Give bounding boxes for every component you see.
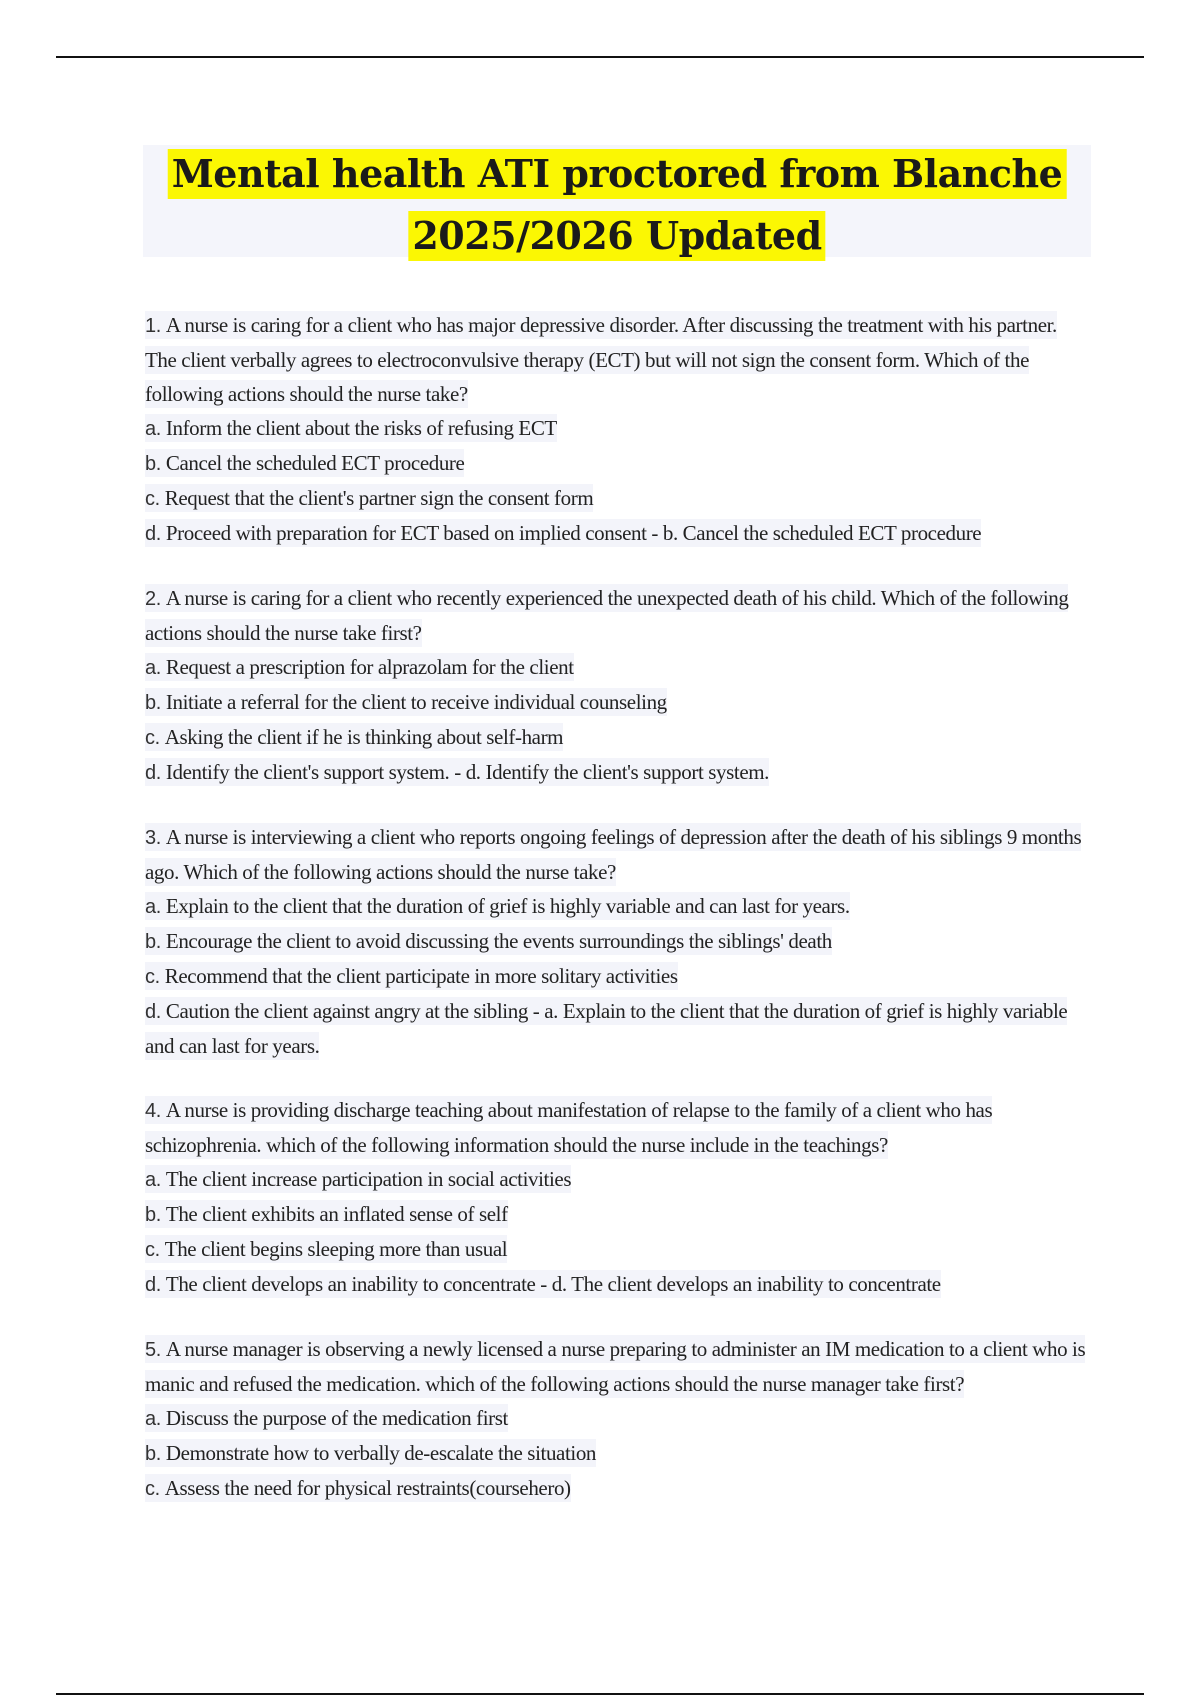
question-list	[145, 308, 1090, 1536]
question-number: 4.	[145, 1100, 161, 1122]
answer-option	[145, 994, 1090, 1063]
answer-option	[145, 446, 1090, 481]
question-item	[145, 308, 1090, 551]
answer-option	[145, 720, 1090, 755]
option-letter: d.	[145, 1001, 161, 1023]
question-stem-text	[145, 584, 1068, 647]
answer-option	[145, 1267, 1090, 1302]
option-letter: c.	[145, 1478, 160, 1500]
option-letter: c.	[145, 966, 160, 988]
answer-option-text	[145, 1200, 508, 1228]
option-text: The client develops an inability to concentrate - d. The client develops an inability to concentrate	[165, 1272, 941, 1296]
bottom-rule	[56, 1693, 1144, 1695]
answer-option-text	[145, 723, 563, 751]
question-number: 3.	[145, 827, 161, 849]
option-letter: a.	[145, 657, 161, 679]
option-letter: b.	[145, 453, 161, 475]
option-letter: a.	[145, 418, 161, 440]
title-line-2: 2025/2026 Updated	[408, 211, 825, 261]
answer-option-text	[145, 997, 1067, 1060]
option-letter: a.	[145, 1169, 161, 1191]
question-number: 5.	[145, 1339, 161, 1361]
top-rule	[56, 56, 1144, 58]
question-text: A nurse is interviewing a client who reports ongoing feelings of depression after the death of his siblings 9 months ago. Which of the following actions should the nurse take?	[145, 825, 1082, 884]
option-text: Inform the client about the risks of refusing ECT	[165, 416, 557, 440]
option-letter: b.	[145, 1204, 161, 1226]
answer-option	[145, 755, 1090, 790]
question-item	[145, 1332, 1090, 1506]
option-text: Demonstrate how to verbally de-escalate the situation	[165, 1441, 597, 1465]
option-text: Recommend that the client participate in more solitary activities	[164, 964, 678, 988]
answer-option-text	[145, 484, 593, 512]
question-number: 2.	[145, 588, 161, 610]
answer-option	[145, 924, 1090, 959]
answer-option	[145, 1471, 1090, 1506]
question-item	[145, 820, 1090, 1063]
question-stem-text	[145, 1335, 1085, 1398]
question-item	[145, 581, 1090, 790]
answer-option-text	[145, 892, 850, 920]
answer-option-text	[145, 1474, 571, 1502]
title-line-1: Mental health ATI proctored from Blanche	[168, 149, 1067, 199]
option-text: Proceed with preparation for ECT based on implied consent - b. Cancel the scheduled ECT procedure	[165, 521, 982, 545]
answer-option	[145, 481, 1090, 516]
option-text: The client increase participation in social activities	[165, 1167, 572, 1191]
answer-option	[145, 889, 1090, 924]
answer-option-text	[145, 1270, 941, 1298]
answer-option	[145, 650, 1090, 685]
option-letter: d.	[145, 523, 161, 545]
question-stem-text	[145, 311, 1057, 408]
option-letter: a.	[145, 896, 161, 918]
answer-option	[145, 1401, 1090, 1436]
option-text: Caution the client against angry at the sibling - a. Explain to the client that the duration of grief is highly variable and can last for years.	[145, 999, 1068, 1058]
option-letter: a.	[145, 1408, 161, 1430]
answer-option	[145, 516, 1090, 551]
option-letter: d.	[145, 1274, 161, 1296]
question-stem	[145, 581, 1090, 650]
option-text: Request that the client's partner sign the consent form	[164, 486, 594, 510]
option-letter: b.	[145, 1443, 161, 1465]
answer-option-text	[145, 1165, 571, 1193]
option-letter: c.	[145, 727, 160, 749]
answer-option-text	[145, 1235, 507, 1263]
answer-option	[145, 959, 1090, 994]
answer-option	[145, 1436, 1090, 1471]
answer-option	[145, 1232, 1090, 1267]
question-text: A nurse is caring for a client who has major depressive disorder. After discussing the treatment with his partner. The client verbally agrees to electroconvulsive therapy (ECT) but will not sign the consent form. Which of the following actions should the nurse take?	[145, 313, 1057, 406]
answer-option-text	[145, 1404, 508, 1432]
option-text: The client begins sleeping more than usual	[164, 1237, 508, 1261]
option-text: Discuss the purpose of the medication first	[165, 1406, 508, 1430]
option-text: Initiate a referral for the client to receive individual counseling	[165, 690, 667, 714]
answer-option	[145, 1162, 1090, 1197]
question-stem	[145, 1093, 1090, 1162]
answer-option-text	[145, 449, 464, 477]
option-text: Assess the need for physical restraints(coursehero)	[164, 1476, 571, 1500]
question-stem	[145, 308, 1090, 411]
option-text: Encourage the client to avoid discussing the events surroundings the siblings' death	[165, 929, 832, 953]
question-stem-text	[145, 1096, 992, 1159]
answer-option	[145, 685, 1090, 720]
question-text: A nurse is caring for a client who recently experienced the unexpected death of his child. Which of the following actions should the nurse take first?	[145, 586, 1069, 645]
option-text: The client exhibits an inflated sense of self	[165, 1202, 508, 1226]
option-letter: b.	[145, 931, 161, 953]
option-letter: b.	[145, 692, 161, 714]
question-number: 1.	[145, 315, 161, 337]
answer-option-text	[145, 758, 769, 786]
question-stem-text	[145, 823, 1081, 886]
question-stem	[145, 820, 1090, 889]
question-stem	[145, 1332, 1090, 1401]
option-text: Identify the client's support system. - d. Identify the client's support system.	[165, 760, 770, 784]
option-letter: c.	[145, 488, 160, 510]
answer-option-text	[145, 653, 574, 681]
answer-option-text	[145, 414, 557, 442]
question-text: A nurse manager is observing a newly licensed a nurse preparing to administer an IM medication to a client who is manic and refused the medication. which of the following actions should the nurse manager take first?	[145, 1337, 1086, 1396]
option-letter: d.	[145, 762, 161, 784]
option-letter: c.	[145, 1239, 160, 1261]
option-text: Explain to the client that the duration of grief is highly variable and can last for years.	[165, 894, 850, 918]
option-text: Request a prescription for alprazolam for the client	[165, 655, 574, 679]
question-item	[145, 1093, 1090, 1302]
document-title	[143, 145, 1091, 257]
answer-option-text	[145, 1439, 596, 1467]
answer-option-text	[145, 962, 678, 990]
answer-option-text	[145, 688, 667, 716]
answer-option-text	[145, 927, 832, 955]
answer-option-text	[145, 519, 981, 547]
option-text: Asking the client if he is thinking about self-harm	[164, 725, 564, 749]
option-text: Cancel the scheduled ECT procedure	[165, 451, 465, 475]
question-text: A nurse is providing discharge teaching about manifestation of relapse to the family of a client who has schizophrenia. which of the following information should the nurse include in the teachings?	[145, 1098, 993, 1157]
answer-option	[145, 1197, 1090, 1232]
answer-option	[145, 411, 1090, 446]
